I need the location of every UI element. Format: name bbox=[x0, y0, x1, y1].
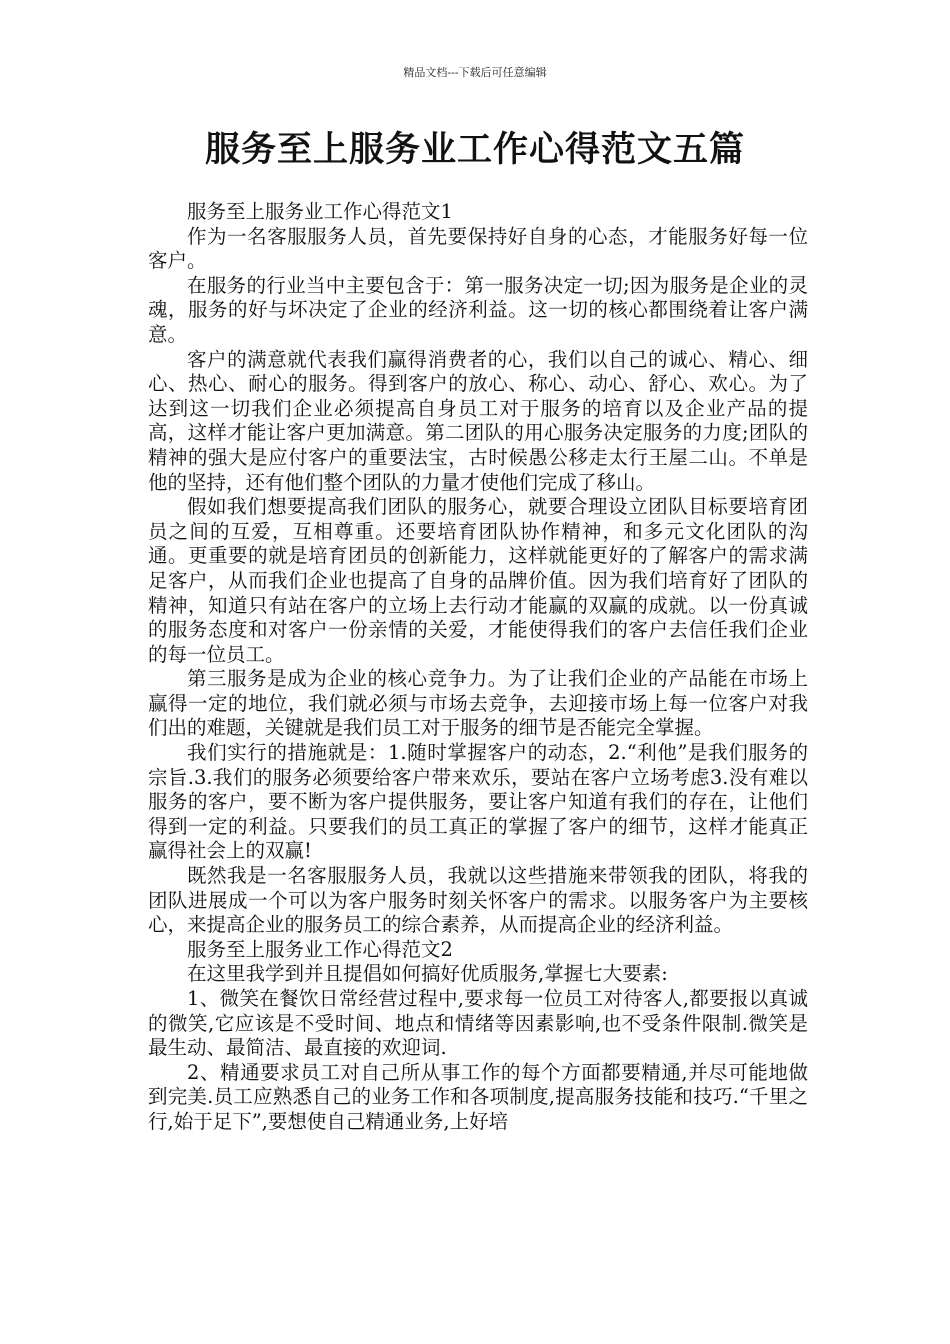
paragraph: 在服务的行业当中主要包含于：第一服务决定一切;因为服务是企业的灵魂，服务的好与坏决定了企业的经济利益。这一切的核心都围绕着让客户满意。 bbox=[148, 273, 808, 346]
paragraph: 作为一名客服服务人员，首先要保持好自身的心态，才能服务好每一位客户。 bbox=[148, 224, 808, 273]
document-title: 服务至上服务业工作心得范文五篇 bbox=[204, 130, 745, 170]
paragraph: 假如我们想要提高我们团队的服务心，就要合理设立团队目标要培育团员之间的互爱，互相尊重。还要培育团队协作精神，和多元文化团队的沟通。更重要的就是培育团员的创新能力，这样就能更好的了解客户的需求满足客户，从而我们企业也提高了自身的品牌价值。因为我们培育好了团队的精神，知道只有站在客户的立场上去行动才能赢的双赢的成就。以一份真诚的服务态度和对客户一份亲情的关爱，才能使得我们的客户去信任我们企业的每一位员工。 bbox=[148, 495, 808, 666]
paragraph: 我们实行的措施就是：1.随时掌握客户的动态，2.“利他”是我们服务的宗旨.3.我们的服务必须要给客户带来欢乐，要站在客户立场考虑3.没有难以服务的客户，要不断为客户提供服务，要让客户知道有我们的存在，让他们得到一定的利益。只要我们的员工真正的掌握了客户的细节，这样才能真正赢得社会上的双赢! bbox=[148, 741, 808, 863]
page-header: 精品文档---下载后可任意编辑 bbox=[403, 66, 547, 79]
paragraph: 第三服务是成为企业的核心竞争力。为了让我们企业的产品能在市场上赢得一定的地位，我们就必须与市场去竞争，去迎接市场上每一位客户对我们出的难题，关键就是我们员工对于服务的细节是否能完全掌握。 bbox=[148, 667, 808, 740]
section-heading-1: 服务至上服务业工作心得范文1 bbox=[187, 200, 453, 223]
section-heading-2: 服务至上服务业工作心得范文2 bbox=[187, 937, 453, 961]
document-body bbox=[148, 200, 808, 1135]
paragraph: 1、微笑在餐饮日常经营过程中,要求每一位员工对待客人,都要报以真诚的微笑,它应该是不受时间、地点和情绪等因素影响,也不受条件限制.微笑是最生动、最简洁、最直接的欢迎词. bbox=[148, 987, 808, 1060]
paragraph: 在这里我学到并且提倡如何搞好优质服务,掌握七大要素: bbox=[187, 962, 668, 986]
paragraph: 2、精通要求员工对自己所从事工作的每个方面都要精通,并尽可能地做到完美.员工应熟悉自己的业务工作和各项制度,提高服务技能和技巧.“千里之行,始于足下”,要想使自己精通业务,上好培 bbox=[148, 1060, 808, 1133]
paragraph: 客户的满意就代表我们赢得消费者的心，我们以自己的诚心、精心、细心、热心、耐心的服务。得到客户的放心、称心、动心、舒心、欢心。为了达到这一切我们企业必须提高自身员工对于服务的培育以及企业产品的提高，这样才能让客户更加满意。第二团队的用心服务决定服务的力度;团队的精神的强大是应付客户的重要法宝，古时候愚公移走太行王屋二山。不单是他的坚持，还有他们整个团队的力量才使他们完成了移山。 bbox=[148, 347, 808, 494]
paragraph: 既然我是一名客服服务人员，我就以这些措施来带领我的团队，将我的团队进展成一个可以为客户服务时刻关怀客户的需求。以服务客户为主要核心，来提高企业的服务员工的综合素养，从而提高企业的经济利益。 bbox=[148, 864, 808, 937]
